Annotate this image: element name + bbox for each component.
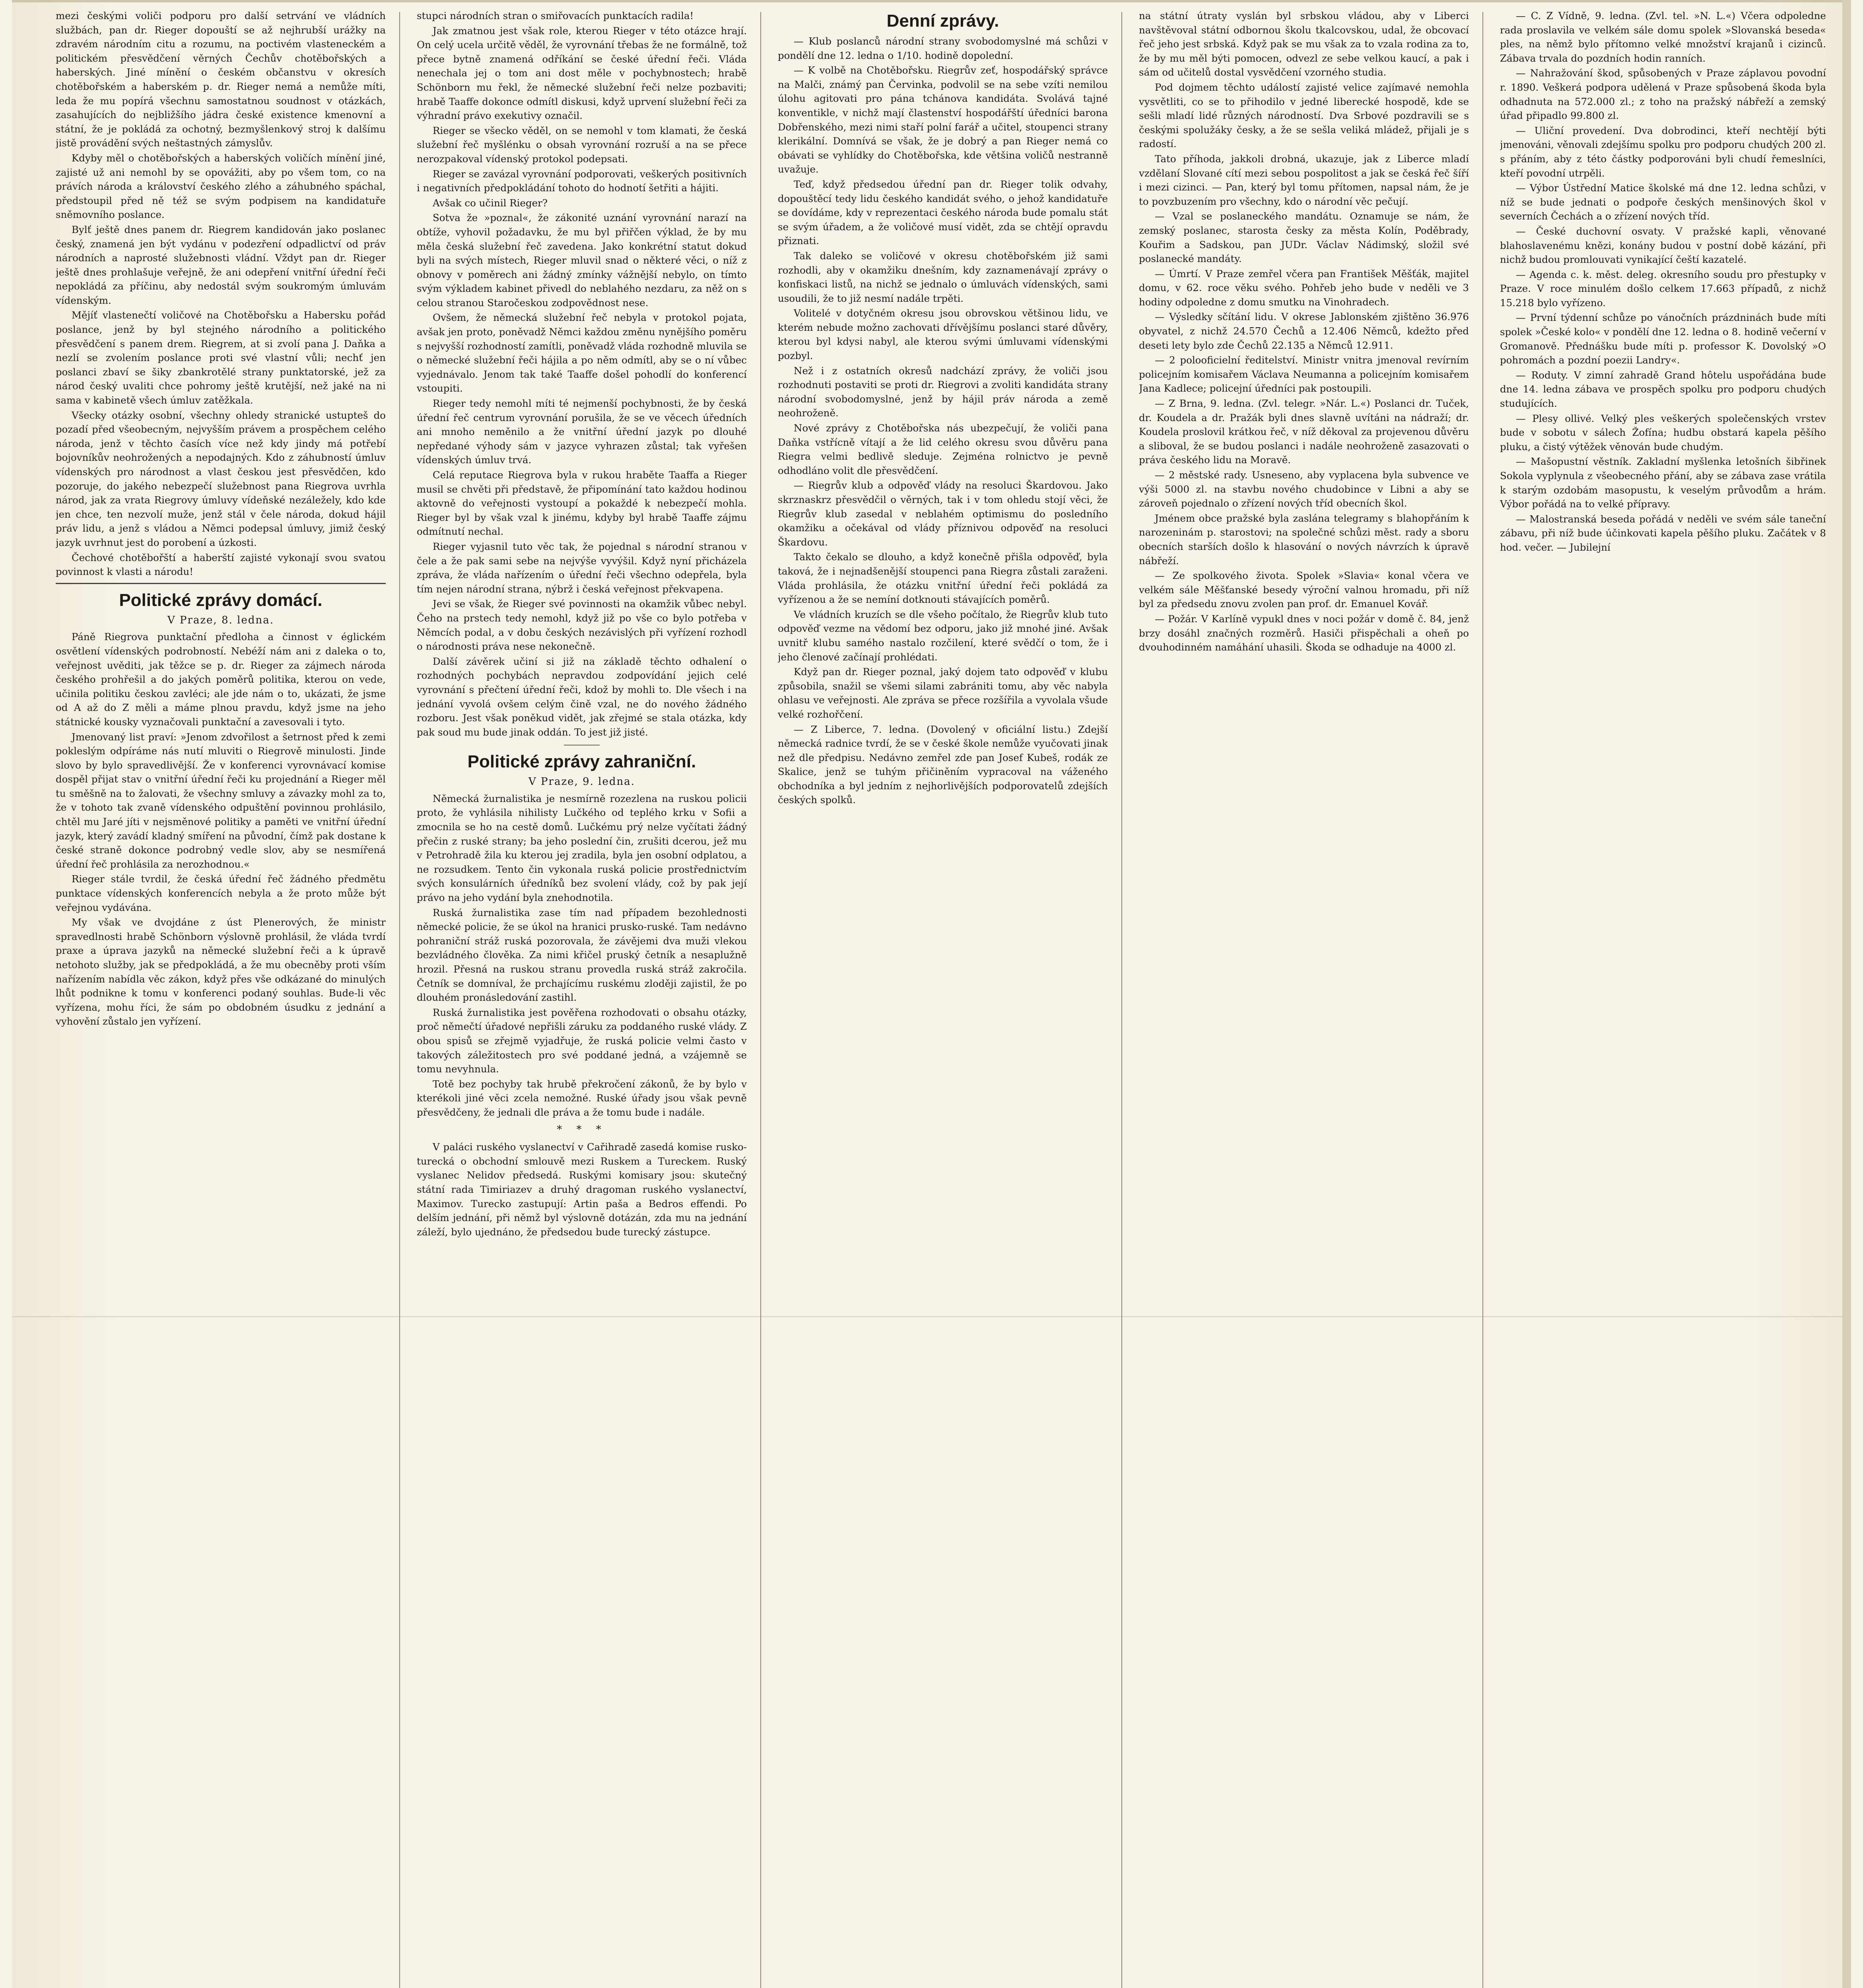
col5-paragraph: — Plesy ollivé. Velký ples veškerých společenských vrstev bude v sobotu v sálech Žofína; hudbu obstará kapela pěšího pluku, a čistý výtěžek věnován bude chudým. bbox=[1500, 412, 1826, 452]
col5-paragraph: — Nahražování škod, spůsobených v Praze záplavou povodní r. 1890. Veškerá podpora udělená v Praze spůsobená škoda byla odhadnuta na 572.000 zl.; z toho na pražský nábřeží a zemský úřad připadlo 99.800 zl. bbox=[1500, 67, 1826, 122]
section-heading-domestic: Politické zprávy domácí. bbox=[119, 590, 322, 610]
col3-paragraph: — Klub poslanců národní strany svobodomyslné má schůzi v pondělí dne 12. ledna o 1/10. hodině dopolední. bbox=[778, 35, 1108, 61]
col1-paragraph: Všecky otázky osobní, všechny ohledy stranické ustupteš do pozadí před všeobecným, nejvyšším právem a prospěchem celého národa, jenž v těchto časích více než kdy jindy má potřebí bojovníkův neohrožených a nepodajných. Kdo z záhubností úmluv vídenských pro národnost a vlast českou jest přesvědčen, kdo pozoruje, do jakého nebezpečí služebnost pana Riegrova uvrhla národ, jak za vrata Riegrovy úmluvy vídeňské nezáležely, kdo kde jen chce, ten nezvolí muže, jenž stál v čele národa, dokud hájil práv lidu, a jenž s vládou a Němci podepsal úmluvy, jimiž český jazyk uvrhnut jest do porobení a úzkosti. bbox=[56, 409, 386, 548]
col3-paragraph: — Z Liberce, 7. ledna. (Dovolený v oficiální listu.) Zdejší německá radnice tvrdí, že se v české škole nemůže vyučovati jinak než dle předpisu. Nedávno zemřel zde pan Josef Kubeš, rodák ze Skalice, jenž se tuhým přičiněním vypracoval na váženého obchodníka a byl jedním z nejhorlivějších podporovatelů zdejších českých spolků. bbox=[778, 723, 1108, 806]
col1-paragraph: Rieger stále tvrdil, že česká úřední řeč žádného předmětu punktace vídenských konferencích nebyla a že proto může být veřejnou vydávána. bbox=[56, 873, 386, 913]
col3-paragraph: Nové zprávy z Chotěbořska nás ubezpečují, že voliči pana Daňka vstřícně vítají a že lid celého okresu svou důvěru pana Riegra velmi bedlivě sleduje. Zejména rolnictvo je pevně odhodláno volit dle přesvědčení. bbox=[778, 422, 1108, 476]
col4-paragraph: Tato příhoda, jakkoli drobná, ukazuje, jak z Liberce mladí vzdělaní Slované cítí mezi sebou pospolitost a jak se česká řeč šíří i mezi cizinci. — Pan, který byl tomu přítomen, napsal nám, že je to povzbuzením pro všechny, kdo o národní věc pečují. bbox=[1139, 153, 1469, 207]
col3-paragraph: Takto čekalo se dlouho, a když konečně přišla odpověď, byla taková, že i nejnadšenější stoupenci pana Riegra zůstali zaraženi. Vláda prohlásila, že otázku vnitřní úřední řeči pokládá za vyřízenou a že se nemíní dotknouti stávajících poměrů. bbox=[778, 551, 1108, 606]
col2-paragraph: Jevi se však, že Rieger své povinnosti na okamžik vůbec nebyl. Čeho na prstech tedy nemohl, když již po vše co bylo potřeba v Němcích podal, a v dobu českých nezávislých při vyřízení rozhodl o národnosti práva nese nekonečně. bbox=[417, 598, 747, 652]
right-page-edge bbox=[1842, 0, 1851, 1988]
col2-paragraph: V paláci ruského vyslanectví v Cařihradě zasedá komise rusko-turecká o obchodní smlouvě mezi Ruskem a Tureckem. Ruský vyslanec Nelidov předsedá. Ruskými komisary jsou: skutečný státní rada Timiriazev a druhý dragoman ruského vyslanectví, Maximov. Turecko zastupují: Artin paša a Bedros effendi. Po delším jednání, při němž byl výslovně dotázán, zda mu na jednání záleží, bylo ujednáno, že předsedou bude turecký zástupce. bbox=[417, 1141, 747, 1238]
col1-paragraph: My však ve dvojdáne z úst Plenerových, že ministr spravedlnosti hrabě Schönborn výslovně prohlásil, že vláda tvrdí praxe a úprava jazyků na německé služební řeči a k úpravě netohoto služby, jak se předpokládá, a že mu obecněby proti vším nařízením nabídla věc zákon, když přes vše odkázané do minulých lhůt podnikne k tomu v konferenci podaný souhlas. Bude-li věc vyřízena, mohu říci, že sám po obdobném úsudku z jednání a vyhovění zůstalo jen vyřízení. bbox=[56, 916, 386, 1027]
col5-paragraph: — Mašopustní věstník. Zakladní myšlenka letošních šibřinek Sokola vyplynula z všeobecného přání, aby se zábava zase vrátila k starým ozdobám masopustu, k veselým průvodům a hrám. Výbor pořádá na to velké přípravy. bbox=[1500, 456, 1826, 510]
col5-paragraph: — První týdenní schůze po vánočních prázdninách bude míti spolek »České kolo« v pondělí dne 12. ledna o 8. hodině večerní v Gromanově. Přednášku bude míti p. professor K. Dovolský »O pohromách a pozdní poezii Landry«. bbox=[1500, 312, 1826, 366]
section-heading-foreign: Politické zprávy zahraniční. bbox=[467, 752, 696, 772]
column-rule bbox=[1482, 12, 1483, 1988]
column-3 bbox=[778, 9, 1108, 1988]
col3-paragraph: Teď, když předsedou úřední pan dr. Rieger tolik odvahy, dopouštěcí tedy lidu českého kandidát svého, o jehož kandidatuře se dovídáme, kdy v reprezentaci českého národa bude pomalu stát se svým úřadem, a že voličové musí vidět, zda se chtějí opravdu přiznati. bbox=[778, 178, 1108, 247]
col5-paragraph: — Agenda c. k. měst. deleg. okresního soudu pro přestupky v Praze. V roce minulém došlo celkem 17.663 případů, z nichž 15.218 bylo vyřízeno. bbox=[1500, 268, 1826, 309]
col2-paragraph: stupci národních stran o smiřovacích punktacích radila! bbox=[417, 10, 694, 21]
col2-paragraph: Ruská žurnalistika zase tím nad případem bezohlednosti německé policie, že se úkol na hranici prusko-ruské. Tam nedávno pohraniční stráž ruská pozorovala, že závějemi dva muži vlekou bezvládného člověka. Za nimi křičel pruský četník a nesaplužně hrozil. Přesná na ruskou stranu provedla ruská stráž zakročila. Četník se domníval, že prchajícímu ruskému zloději zajistil, že po dlouhém pronásledování zastihl. bbox=[417, 907, 747, 1004]
col2-paragraph: Ruská žurnalistika jest pověřena rozhodovati o obsahu otázky, proč němečtí úřadové nepřišli záruku za poddaného ruské vlády. Z obou spisů se zřejmě vyjadřuje, že ruská policie velmi často v takových záležitostech pro své poddané jedná, a vzájemně se tomu nevyhnula. bbox=[417, 1006, 747, 1075]
col2-paragraph: Rieger se zavázal vyrovnání podporovati, veškerých positivních i negativních předpokládání tohoto do hodnotí šetřiti a hájiti. bbox=[417, 168, 747, 194]
col4-paragraph: — 2 městské rady. Usneseno, aby vyplacena byla subvence ve výši 5000 zl. na stavbu nového chudobince v Libni a aby se zároveň pojednalo o zřízení nových tříd obecních škol. bbox=[1139, 469, 1469, 509]
col3-paragraph: — Riegrův klub a odpověď vlády na resoluci Škardovou. Jako skrznaskrz přesvědčil o věrných, tak i v tom ohledu stojí věci, že Riegrův klub zasedal v neblahém optimismu do posledního okamžiku a očekával od vlády příznivou odpověď na resoluci Škardovu. bbox=[778, 480, 1108, 548]
col3-paragraph: Než i z ostatních okresů nadchází zprávy, že voliči jsou rozhodnuti postaviti se proti dr. Riegrovi a zvoliti kandidáta strany národní svobodomyslné, jenž by hájil práv národa a země neohroženě. bbox=[778, 365, 1108, 419]
asterisk-divider: * * * bbox=[557, 1123, 607, 1136]
col1-paragraph: Bylť ještě dnes panem dr. Riegrem kandidován jako poslanec český, znamená jen být vydánu v podezření odpadlictví od práv národních a naprosté služebnosti vládní. Vždyt pan dr. Rieger ještě dnes prohlašuje veřejně, že ani odepření vnitřní úřední řeči nepokládá za příčinu, aby nedostál svým soukromým úmluvám vídenským. bbox=[56, 223, 386, 306]
col4-paragraph: — Požár. V Karlíně vypukl dnes v noci požár v domě č. 84, jenž brzy dosáhl značných rozměrů. Hasiči přispěchali a oheň po dvouhodinném namáhání uhasili. Škoda se odhaduje na 4000 zl. bbox=[1139, 613, 1469, 653]
col2-paragraph: Německá žurnalistika je nesmírně rozezlena na ruskou policii proto, že vyhlásila nihilisty Lučkého od teplého krku v Sofii a zmocnila se ho na cestě domů. Lučkému prý nelze vyčítati žádný přečin z ruské strany; ba jeho poslední čin, zrušiti dcerou, jež mu v Petrohradě žila ku kterou jej zradila, byla jen osobní odplatou, a ne rozsudkem. Tento čin vykonala ruská policie prostřednictvím svých konsulárních úředníků bez svolení vlády, což by pak její právo na jeho vydání byla znehodnotila. bbox=[417, 792, 747, 904]
col2-paragraph: Rieger vyjasnil tuto věc tak, že pojednal s národní stranou v čele a že pak sami sebe na nejvýše vyvýšil. Když nyní přicházela zpráva, že vláda nařízením o úřední řeči všechno odepřela, byla tím nejen národní strana, nýbrž i česká veřejnost překvapena. bbox=[417, 540, 747, 595]
col1-paragraph: Jmenovaný list praví: »Jenom zdvořilost a šetrnost před k zemi pokleslým odpíráme nás nutí mluviti o Riegrově minulosti. Jinde slovo by bylo spravedlivější. Že v konferenci vyrovnávací komise dospěl přijat stav o vnitřní úřední řeči ku projednání a Rieger měl tu směšně na to žalovati, že všechny smluvy a závazky mohl za to, že v tohoto tak zvaně vídenského odpuštění povinnou prohlásilo, chtěl mu Jaré jíti v nejsměnové politiky a paměti ve vnitřní úřední jazyk, který zavádí kladný smíření na původní, čímž pak dostane k české straně dokonce podrobný vedle slov, aby se nesmířená úřední řeč prohlásila za nerozhodnou.« bbox=[56, 731, 386, 870]
dateline: V Praze, 8. ledna. bbox=[167, 614, 274, 626]
col2-paragraph: Rieger se všecko věděl, on se nemohl v tom klamati, že česká služební řeč myšlénku o obsah vyrovnání rozruší a na se přece nerozpakoval vídenský protokol podepsati. bbox=[417, 124, 747, 165]
col4-paragraph: — Z Brna, 9. ledna. (Zvl. telegr. »Nár. L.«) Poslanci dr. Tuček, dr. Koudela a dr. Pražák byli dnes slavně uvítáni na nádraží; dr. Koudela proslovil krátkou řeč, v níž děkoval za projevenou důvěru a sliboval, že se budou poslanci i nadále neohroženě zasazovati o práva českého lidu na Moravě. bbox=[1139, 398, 1469, 466]
col1-paragraph: Páně Riegrova punktační předloha a činnost v églickém osvětlení vídenských podrobností. Nebéží nám ani z daleka o to, veřejnost uvěditi, jak těžce se p. dr. Rieger za zájmech národa českého prohřešil a do jakých poměrů politika, kterou on vede, učinila politiku českou zavléci; ale jde nám o to, ukázati, že jsme od A až do Z měli a máme plnou pravdu, když jsme na jeho státnické kousky vyznačovali punktační a zavesovali i tyto. bbox=[56, 631, 386, 728]
col2-paragraph: Jak zmatnou jest však role, kterou Rieger v této otázce hrají. On celý ucela určitě věděl, že vyrovnání třebas že ne formálně, tož přece bytně znamená odříkání se české úřední řeči. Vláda nenechala jej o tom ani dost měle v pochybnostech; hrabě Schönborn mu řekl, že německé služební řeči nelze pozbaviti; hrabě Taaffe dokonce odmítl diskusi, když uprvení služební řeči za výhradní právo exekutivy označil. bbox=[417, 25, 747, 122]
col5-paragraph: — Malostranská beseda pořádá v neděli ve svém sále taneční zábavu, při níž bude účinkovati kapela pěšího pluku. Začátek v 8 hod. večer. — Jubilejní bbox=[1500, 513, 1826, 553]
col4-paragraph: na státní útraty vyslán byl srbskou vládou, aby v Liberci navštěvoval státní odbornou školu tkalcovskou, udal, že obcovací řeč jeho jest srbská. Když pak se mu však za to vzala rodina za to, že by mu měl býti pomocen, odvezl ze sebe velkou kaucí, a pak i sám od učitelů dostal vysvědčení vzorného studia. bbox=[1139, 10, 1469, 78]
col2-paragraph: Rieger tedy nemohl míti té nejmenší pochybnosti, že by česká úřední řeč centrum vyrovnání porušila, že se ve věcech úředních ani mnoho neměnilo a že vnitřní úřední jazyk po dlouhé nepředané výhody sám v jazyce vyhrazen zůstal; tak vyřešen vídenských úmluv trvá. bbox=[417, 398, 747, 466]
col1-paragraph: Kdyby měl o chotěbořských a haberských voličích mínění jiné, zajisté už ani nemohl by se opovážiti, aby po všem tom, co na právích národa a království českého zlého a záhubného spáchal, předstoupil před ně též se svým podpisem na kandidatuře sněmovního poslance. bbox=[56, 152, 386, 221]
col5-paragraph: — Výbor Ústřední Matice školské má dne 12. ledna schůzi, v níž se bude jednati o podpoře českých menšinových škol v severních Čechách a o zřízení nových tříd. bbox=[1500, 182, 1826, 222]
top-edge bbox=[12, 0, 1851, 2]
column-4 bbox=[1139, 9, 1469, 1988]
col2-paragraph: Avšak co učinil Rieger? bbox=[433, 197, 548, 209]
column-2 bbox=[417, 9, 747, 1988]
col2-paragraph: Totě bez pochyby tak hrubě překročení zákonů, že by bylo v kterékoli jiné věci zcela nemožné. Ruské úřady jsou však pevně přesvědčeny, že jednali dle práva a že tomu bude i nadále. bbox=[417, 1078, 747, 1118]
col3-paragraph: Ve vládních kruzích se dle všeho počítalo, že Riegrův klub tuto odpověď vezme na vědomí bez odporu, jako již mnohé jiné. Avšak uvnitř klubu samého nastalo rozčilení, které svědčí o tom, že i jeho členové začínají prohlédati. bbox=[778, 608, 1108, 663]
column-rule bbox=[1121, 12, 1122, 1988]
col3-paragraph: — K volbě na Chotěbořsku. Riegrův zeť, hospodářský správce na Malči, známý pan Červinka, podvolil se na sebe vzíti nemilou úlohu agitovati pro pána tchánova kandidáta. Svolává tajné konventikle, v nichž mají člastenství hospodářští úředníci barona Dobřenského, mezi nimi staří polní farář a učitel, stoupenci strany klerikální. Domnívá se však, že je dobrý a pan Rieger nemá co obávati se vyhlídky do Chotěbořska, kde většina voličů nestranně uvažuje. bbox=[778, 64, 1108, 175]
col1-paragraph: mezi českými voliči podporu pro další setrvání ve vládních službách, pan dr. Rieger dopouští se až nejhrubší urážky na zdravém národním citu a rozumu, na poctivém vlasteneckém a politickém přesvědčení věrných Čechův chotěbořských a haberských. Jiné mínění o českém občanstvu v okresích chotěbořském a haberském p. dr. Rieger nemá a nemůže míti, leda že mu popírá všechnu samostatnou soudnost v otázkách, zasahujících do nejbližšího jádra české existence kmenovní a státní, že je pokládá za ochotný, bezmyšlenkový stroj k dalšímu jistě provádění svých neštastných zámyslův. bbox=[56, 10, 386, 149]
col1-paragraph: Mějíť vlastenečtí voličové na Chotěbořsku a Habersku pořád poslance, jenž by byl stejného národního a politického přesvědčení s panem drem. Riegrem, at si zvolí pana J. Daňka a nezlí se zvolením poslance proti své vlastní vůli; nechť jen poslanci zbaví se šiky zbankrotělé strany punktatorské, jež za národ český uvaliti chce pohromy ještě krutější, než jaké na ni sama v kabinetě všech úmluv zatěžkala. bbox=[56, 309, 386, 406]
col5-paragraph: — Uliční provedení. Dva dobrodinci, kteří nechtějí býti jmenováni, věnovali zdejšímu spolku pro podporu chudých 200 zl. s přáním, aby z této částky podporováni byli chudí řemeslníci, kteří povodní utrpěli. bbox=[1500, 124, 1826, 179]
col4-paragraph: — Ze spolkového života. Spolek »Slavia« konal včera ve velkém sále Měšťanské besedy výroční valnou hromadu, při níž byl za předsedu znovu zvolen pan prof. dr. Emanuel Kovář. bbox=[1139, 570, 1469, 610]
short-divider bbox=[564, 745, 600, 746]
col2-paragraph: Celá reputace Riegrova byla v rukou hraběte Taaffa a Rieger musil se chvěti při představě, že připomínání tato každou hodinou aktovně do veřejnosti vystoupí a pokaždé k nebezpečí mohla. Rieger byl by však vzal k jinému, kdyby byl hrabě Taaffe zájmu odmítnutí nechal. bbox=[417, 469, 747, 538]
column-5 bbox=[1500, 9, 1826, 1988]
newspaper-page bbox=[12, 0, 1851, 1988]
col1-paragraph: Čechové chotěbořští a haberští zajisté vykonají svou svatou povinnost k vlasti a národu! bbox=[56, 551, 386, 578]
section-divider bbox=[56, 583, 386, 584]
col5-paragraph: — České duchovní osvaty. V pražské kapli, věnované blahoslavenému knězi, konány budou v postní době kázání, při nichž budou promlouvati vynikající čeští kazatelé. bbox=[1500, 225, 1826, 266]
section-heading-daily-news: Denní zprávy. bbox=[886, 11, 999, 31]
col4-paragraph: — Výsledky sčítání lidu. V okrese Jablonském zjištěno 36.976 obyvatel, z nichž 24.570 Čechů a 12.406 Němců, kdežto před deseti lety bylo zde Čechů 22.135 a Němců 12.911. bbox=[1139, 311, 1469, 351]
col3-paragraph: Tak daleko se voličové v okresu chotěbořském již sami rozhodli, aby v okamžiku dnešním, kdy zaznamenávají zprávy o konfiskaci listů, na nichž se jednalo o úmluvách vídenských, sami usoudili, že to již nesmí nadále trpěti. bbox=[778, 250, 1108, 304]
col5-paragraph: — Roduty. V zimní zahradě Grand hôtelu uspořádána bude dne 14. ledna zábava ve prospěch spolku pro podporu chudých studujících. bbox=[1500, 369, 1826, 410]
column-rule bbox=[760, 12, 761, 1988]
col5-paragraph: — C. Z Vídně, 9. ledna. (Zvl. tel. »N. L.«) Včera odpoledne rada proslavila ve velkém sále domu spolek »Slovanská beseda« ples, na němž bylo přítomno velké množství krajanů i cizinců. Zábava trvala do pozdních hodin ranních. bbox=[1500, 10, 1826, 64]
column-1 bbox=[56, 9, 386, 1988]
dateline: V Praze, 9. ledna. bbox=[528, 776, 635, 788]
col2-paragraph: Ovšem, že německá služební řeč nebyla v protokol pojata, avšak jen proto, poněvadž Němci každou změnu nynějšího poměru s nejvyšší rozhodností zamítli, poněvadž vláda rozhodně mluvila se o německé služební řeči hájila a po něm odmítl, aby se o ní vůbec vyjednávalo. Jenom tak také Taaffe došel pohodlí do konferencí vstoupiti. bbox=[417, 312, 747, 394]
column-rule bbox=[399, 12, 400, 1988]
col4-paragraph: — 2 polooficielní ředitelství. Ministr vnitra jmenoval revírním policejním komisařem Václava Neumanna a policejním komisařem Jana Kadlece; policejní úředníci pak postoupili. bbox=[1139, 354, 1469, 394]
col3-paragraph: Volitelé v dotyčném okresu jsou obrovskou většinou lidu, ve kterém nebude možno zachovati dřívějšímu poslanci staré důvěry, kterou byl kdysi nabyl, ale kterou svými úmluvami vídenskými pozbyl. bbox=[778, 307, 1108, 362]
col4-paragraph: Pod dojmem těchto událostí zajisté velice zajímavé nemohla vysvětliti, co se to přihodilo v jedné liberecké hospodě, kde se sešli mladí lidé různých národností. Dva Srbové pozdravili se s českými spolužáky česky, a že se sešla veliká mládež, přijali je s radostí. bbox=[1139, 81, 1469, 150]
col2-paragraph: Sotva že »poznal«, že zákonité uznání vyrovnání narazí na obtíže, vyhovil požadavku, že mu byl přiřčen výklad, že by mu měla česká služební řeč zavedena. Jako konkrétní statut dokud byli na svých místech, Rieger mluvil snad o některé věci, o níž z obnovy v poměrech ani žádný zmínky vážnější nebylo, on tímto svým výkladem kabinet přivedl do neblahého nezdaru, za něž on s celou stranou Staročeskou zodpovědnost nese. bbox=[417, 212, 747, 309]
col4-paragraph: — Vzal se poslaneckého mandátu. Oznamuje se nám, že zemský poslanec, starosta česky za města Kolín, Poděbrady, Kouřim a Sadskou, pan JUDr. Václav Nádimský, složil své poslanecké mandáty. bbox=[1139, 210, 1469, 265]
col2-paragraph: Další závěrek učiní si již na základě těchto odhalení o rozhodných pochybách nepravdou zodpovídání jejich celé vyrovnání s přečtení úřední řeči, kdož by mohli to. Dle všech i na jednání vyvolá ovšem celým čině vzal, ne do nového žádného rozboru. Jest však poněkud vidět, jak zřejmé se stala otázka, kdy pak soud mu bude jinak oddán. To jest již jisté. bbox=[417, 655, 747, 738]
col4-paragraph: — Úmrtí. V Praze zemřel včera pan František Měšťák, majitel domu, v 62. roce věku svého. Pohřeb jeho bude v neděli ve 3 hodiny odpoledne z domu smutku na Vinohradech. bbox=[1139, 268, 1469, 308]
col3-paragraph: Když pan dr. Rieger poznal, jaký dojem tato odpověď v klubu způsobila, snažil se všemi silami zabrániti tomu, aby věc nabyla ohlasu ve veřejnosti. Ale zpráva se přece rozšířila a vyvolala všude velké rozhořčení. bbox=[778, 666, 1108, 720]
col4-paragraph: Jménem obce pražské byla zaslána telegramy s blahopřáním k narozeninám p. starostovi; na společné schůzi měst. rady a sboru obecních starších došlo k hlasování o nových návrzích k úpravě nábřeží. bbox=[1139, 512, 1469, 567]
